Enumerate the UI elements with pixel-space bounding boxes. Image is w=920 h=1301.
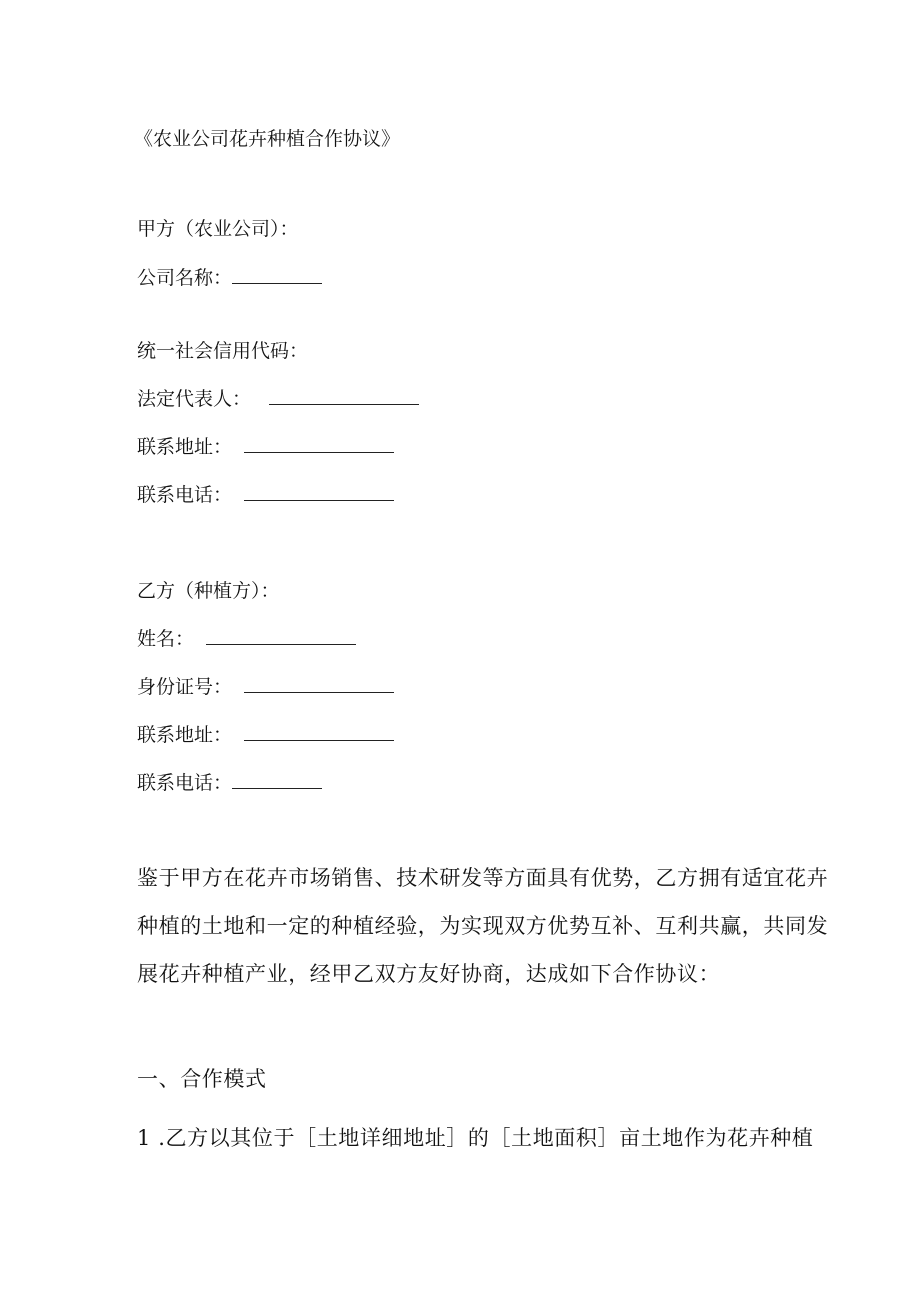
party-b-phone-label: 联系电话： [137, 772, 233, 794]
party-a-address-row [137, 435, 394, 459]
legal-rep-blank [269, 388, 419, 405]
party-a-phone-row [137, 483, 394, 507]
party-b-address-label: 联系地址： [137, 724, 233, 746]
party-b-address-row [137, 723, 394, 747]
party-b-name-blank [206, 628, 356, 645]
company-name-label: 公司名称： [137, 267, 233, 289]
preamble-line: 鉴于甲方在花卉市场销售、技术研发等方面具有优势，乙方拥有适宜花卉 [137, 866, 829, 890]
company-name-blank [232, 267, 322, 284]
document-title: 《农业公司花卉种植合作协议》 [134, 128, 401, 150]
party-b-phone-row [137, 771, 322, 795]
section-1-heading: 一、合作模式 [137, 1067, 267, 1091]
party-a-phone-label: 联系电话： [137, 484, 233, 506]
party-b-name-row [137, 627, 356, 651]
legal-rep-label: 法定代表人： [137, 388, 252, 410]
party-a-legal-rep-row [137, 387, 419, 411]
party-a-address-blank [244, 436, 394, 453]
party-a-credit-code-row [137, 339, 308, 363]
party-b-heading: 乙方（种植方）： [137, 580, 280, 602]
party-b-name-label: 姓名： [137, 628, 195, 650]
party-b-id-blank [244, 676, 394, 693]
credit-code-label: 统一社会信用代码： [137, 340, 309, 362]
party-b-id-row [137, 675, 394, 699]
party-a-heading: 甲方（农业公司）： [137, 218, 299, 240]
section-1-clause-1: 1 .乙方以其位于［土地详细地址］的［土地面积］亩土地作为花卉种植 [137, 1126, 814, 1150]
party-b-address-blank [244, 724, 394, 741]
party-a-phone-blank [244, 484, 394, 501]
preamble-paragraph [137, 854, 829, 998]
party-b-phone-blank [232, 772, 322, 789]
party-a-company-name-row [137, 266, 322, 290]
party-b-id-label: 身份证号： [137, 676, 233, 698]
preamble-line: 展花卉种植产业，经甲乙双方友好协商，达成如下合作协议： [137, 962, 721, 986]
preamble-line: 种植的土地和一定的种植经验，为实现双方优势互补、互利共赢，共同发 [137, 914, 829, 938]
party-a-address-label: 联系地址： [137, 436, 233, 458]
